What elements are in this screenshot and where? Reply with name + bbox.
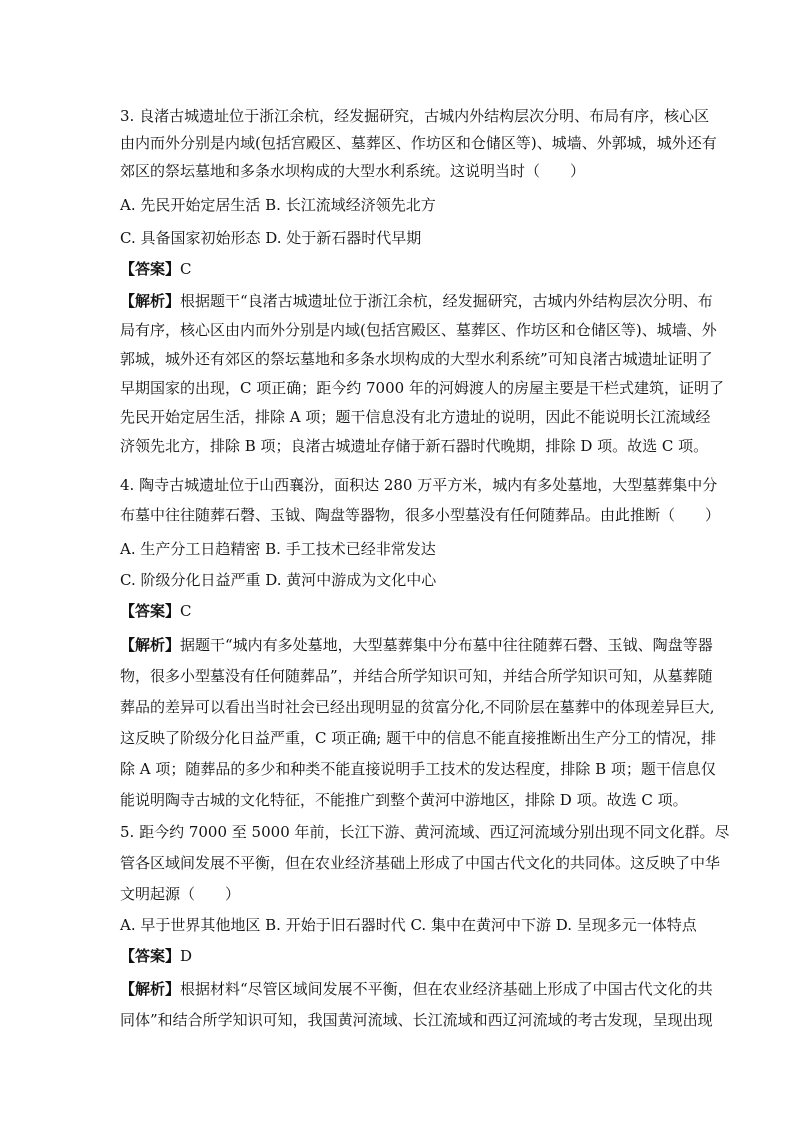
q5-explanation-line-2: 同体”和结合所学知识可知，我国黄河流域、长江流域和西辽河流域的考古发现，呈现出现 [120, 1011, 713, 1029]
q4-explanation-line-2: 物，很多小型墓没有任何随葬品”，并结合所学知识可知，并结合所学知识可知，从墓葬随 [120, 667, 713, 685]
q4-stem-line-2: 布墓中往往随葬石磬、玉钺、陶盘等器物，很多小型墓没有任何随葬品。由此推断（ ） [120, 506, 721, 524]
q4-answer [120, 601, 680, 621]
answer-label: 【答案】 [120, 260, 181, 278]
q4-explanation-line-3: 葬品的差异可以看出当时社会已经出现明显的贫富分化,不同阶层在墓葬中的体现差异巨大, [120, 698, 715, 716]
answer-value: C [180, 260, 192, 278]
q4-explanation-line-1 [120, 635, 713, 655]
explanation-text: 根据题干“良渚古城遗址位于浙江余杭，经发掘研究，古城内外结构层次分明、布 [180, 292, 713, 310]
answer-label: 【答案】 [120, 947, 181, 965]
q3-options-line-2: C. 具备国家初始形态 D. 处于新石器时代早期 [120, 229, 422, 247]
answer-value: D [180, 947, 193, 965]
q5-explanation-line-1 [120, 979, 713, 999]
q5-stem-line-2: 管各区域间发展不平衡，但在农业经济基础上形成了中国古代文化的共同体。这反映了中华 [120, 854, 721, 872]
q4-stem-line-1: 4. 陶寺古城遗址位于山西襄汾，面积达 280 万平方米，城内有多处墓地，大型墓葬集中分 [120, 476, 718, 494]
q3-explanation-line-5: 先民开始定居生活，排除 A 项；题干信息没有北方遗址的说明，因此不能说明长江流域经 [120, 408, 711, 426]
q5-answer [120, 946, 680, 966]
q3-stem-line-2: 由内而外分别是内域(包括宫殿区、墓葬区、作坊区和仓储区等)、城墙、外郭城，城外还有 [120, 134, 717, 152]
answer-value: C [180, 602, 192, 620]
q3-explanation-line-4: 早期国家的出现，C 项正确；距今约 7000 年的河姆渡人的房屋主要是干栏式建筑，证明了 [120, 379, 724, 397]
q5-stem-line-3: 文明起源（ ） [120, 885, 241, 903]
q5-stem-line-1: 5. 距今约 7000 至 5000 年前，长江下游、黄河流域、西辽河流域分别出现不同文化群。尽 [120, 823, 730, 841]
explanation-label: 【解析】 [120, 980, 181, 998]
q3-explanation-line-2: 局有序，核心区由内而外分别是内域(包括宫殿区、墓葬区、作坊区和仓储区等)、城墙、外 [120, 321, 717, 339]
q3-stem-line-3: 郊区的祭坛墓地和多条水坝构成的大型水利系统。这说明当时（ ） [120, 162, 586, 180]
q4-explanation-line-5: 除 A 项；随葬品的多少和种类不能直接说明手工技术的发达程度，排除 B 项；题干信息仅 [120, 760, 716, 778]
explanation-text: 根据材料“尽管区域间发展不平衡，但在农业经济基础上形成了中国古代文化的共 [180, 980, 713, 998]
q4-options-line-2: C. 阶级分化日益严重 D. 黄河中游成为文化中心 [120, 571, 437, 589]
q3-explanation-line-1 [120, 291, 713, 311]
explanation-label: 【解析】 [120, 292, 181, 310]
q4-explanation-line-4: 这反映了阶级分化日益严重，C 项正确; 题干中的信息不能直接推断出生产分工的情况，排 [120, 729, 717, 747]
q3-explanation-line-3: 郭城，城外还有郊区的祭坛墓地和多条水坝构成的大型水利系统”可知良渚古城遗址证明了 [120, 350, 713, 368]
answer-label: 【答案】 [120, 602, 181, 620]
explanation-text: 据题干“城内有多处墓地，大型墓葬集中分布墓中往往随葬石磬、玉钺、陶盘等器 [180, 636, 713, 654]
q4-explanation-line-6: 能说明陶寺古城的文化特征，不能推广到整个黄河中游地区，排除 D 项。故选 C 项。 [120, 791, 688, 809]
q4-options-line-1: A. 生产分工日趋精密 B. 手工技术已经非常发达 [120, 540, 436, 558]
q3-explanation-line-6: 济领先北方，排除 B 项；良渚古城遗址存储于新石器时代晚期，排除 D 项。故选 C 项。 [120, 437, 709, 455]
q3-options-line-1: A. 先民开始定居生活 B. 长江流域经济领先北方 [120, 196, 436, 214]
q5-options-line-1: A. 早于世界其他地区 B. 开始于旧石器时代 C. 集中在黄河中下游 D. 呈现多元一体特点 [120, 916, 697, 934]
q3-answer [120, 259, 680, 279]
q3-stem-line-1: 3. 良渚古城遗址位于浙江余杭，经发掘研究，古城内外结构层次分明、布局有序，核心区 [120, 107, 710, 125]
explanation-label: 【解析】 [120, 636, 181, 654]
